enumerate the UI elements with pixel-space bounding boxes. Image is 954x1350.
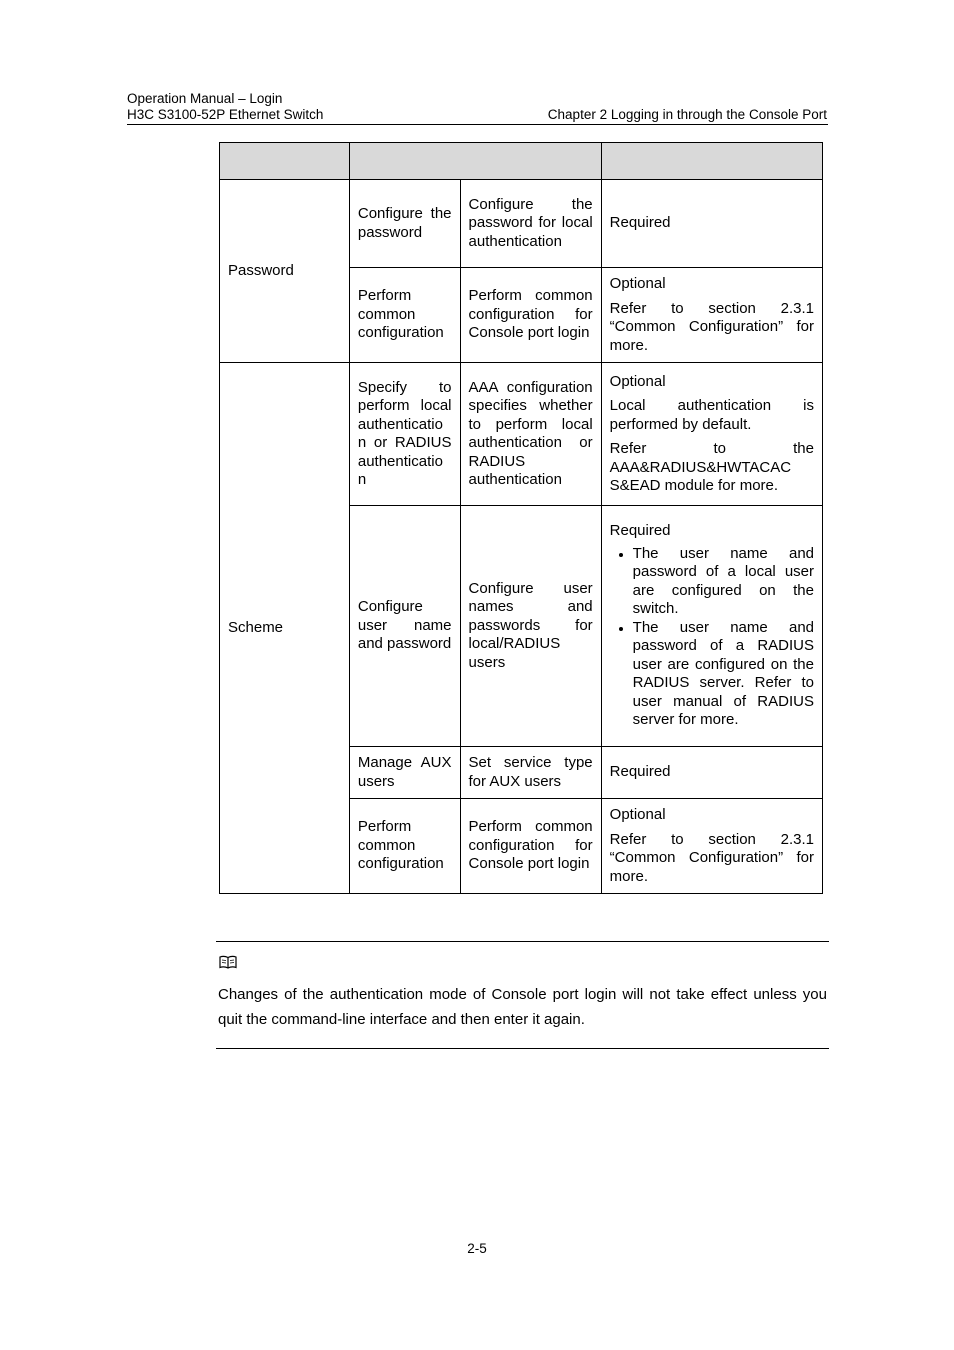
table-header-row xyxy=(220,143,823,180)
description-cell: AAA configuration specifies whether to perform local authentication or RADIUS authentication xyxy=(460,363,601,506)
remark-cell xyxy=(601,180,822,268)
description-cell: Configure user names and passwords for local/RADIUS users xyxy=(460,506,601,747)
description-cell: Perform common configuration for Console port login xyxy=(460,268,601,363)
remark-text: Optional xyxy=(609,275,666,292)
note-top-rule xyxy=(216,941,829,942)
remark-bullet-list xyxy=(610,545,814,730)
remark-text: Required xyxy=(609,522,671,540)
remark-cell xyxy=(601,747,822,799)
remark-cell xyxy=(601,268,822,363)
note-text: Changes of the authentication mode of Console port login will not take effect unless you quit the command-line interface and then enter it again. xyxy=(218,986,827,1028)
manual-title: Operation Manual – Login xyxy=(127,91,283,106)
remark-text: Required xyxy=(609,763,671,781)
operation-cell: Perform common configuration xyxy=(349,268,460,363)
list-item: • The user name and password of a local user are configured on the switch. xyxy=(633,545,814,619)
mode-cell-scheme: Scheme xyxy=(220,363,350,894)
operation-cell: Specify to perform local authenticatio n or RADIUS authenticatio n xyxy=(349,363,460,506)
remark-text: Refer to the AAA&RADIUS&HWTACAC S&EAD module for more. xyxy=(609,440,814,494)
remark-text: Optional xyxy=(609,372,666,390)
header-cell-step xyxy=(349,143,601,180)
header-cell-remarks xyxy=(601,143,822,180)
header-cell-mode xyxy=(220,143,350,180)
remark-text: Required xyxy=(609,214,671,232)
remark-cell xyxy=(601,363,822,506)
remark-text: Optional xyxy=(609,806,666,823)
remark-cell xyxy=(601,799,822,894)
table-row xyxy=(220,363,823,506)
chapter-title: Chapter 2 Logging in through the Console Port xyxy=(547,107,827,122)
note-bottom-rule xyxy=(216,1048,829,1049)
mode-cell-password: Password xyxy=(220,180,350,363)
remark-text: Refer to section 2.3.1 “Common Configuration” for more. xyxy=(609,299,814,354)
book-icon xyxy=(219,955,237,969)
description-cell: Set service type for AUX users xyxy=(460,747,601,799)
remark-text: Refer to section 2.3.1 “Common Configuration” for more. xyxy=(609,830,814,885)
description-cell: Perform common configuration for Console port login xyxy=(460,799,601,894)
page-number: 2-5 xyxy=(467,1241,487,1256)
list-item: • The user name and password of a RADIUS user are configured on the RADIUS server. Refer to user manual of RADIUS server for more. xyxy=(633,619,814,730)
operation-cell: Configure user name and password xyxy=(349,506,460,747)
remark-cell xyxy=(601,506,822,747)
operation-cell: Manage AUX users xyxy=(349,747,460,799)
product-name: H3C S3100-52P Ethernet Switch xyxy=(127,107,324,122)
operation-cell: Perform common configuration xyxy=(349,799,460,894)
page-header-left xyxy=(127,91,323,123)
operation-cell: Configure the password xyxy=(349,180,460,268)
header-rule xyxy=(127,124,828,125)
remark-text: Local authentication is performed by default. xyxy=(609,397,814,433)
table-row xyxy=(220,180,823,268)
configuration-table xyxy=(219,142,823,894)
description-cell: Configure the password for local authentication xyxy=(460,180,601,268)
